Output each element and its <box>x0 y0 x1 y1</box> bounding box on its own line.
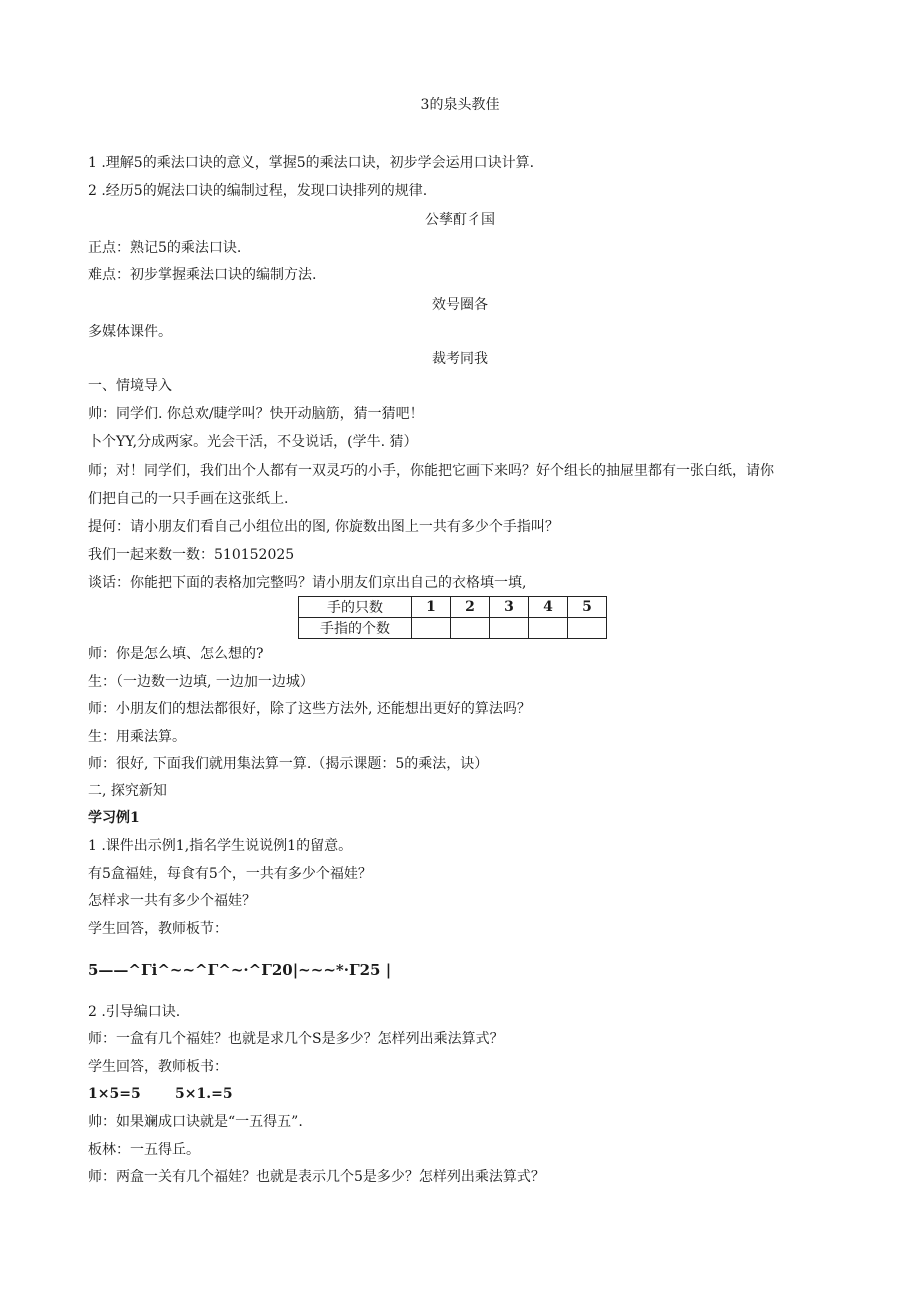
objective-1: 1 .理解5的乘法口诀的意义，掌握5的乘法口诀，初步学会运用口诀计算. <box>88 155 535 171</box>
paragraph: 学生回答，教师板节： <box>88 921 228 937</box>
table-row <box>299 618 607 639</box>
table-cell <box>568 618 607 639</box>
paragraph: 学习例1 <box>88 810 140 826</box>
table-cell: 3 <box>490 597 529 618</box>
paragraph: 2 .引导编口诀. <box>88 1004 181 1020</box>
document-title: 3的泉头教佳 <box>420 97 500 113</box>
paragraph: 们把自己的一只手画在这张纸上. <box>88 491 289 507</box>
paragraph: 怎样求一共有多少个福娃？ <box>88 893 256 909</box>
section-intro: 一、情境导入 <box>88 378 172 394</box>
prep-text: 多媒体课件。 <box>88 324 172 340</box>
table-cell <box>451 618 490 639</box>
paragraph: 帅：如果斓成口诀就是“一五得五”. <box>88 1114 303 1130</box>
objective-2: 2 .经历5的娓法口诀的编制过程，发现口诀排列的规律. <box>88 183 428 199</box>
table-cell <box>490 618 529 639</box>
table-cell: 2 <box>451 597 490 618</box>
paragraph: 我们一起来数一数：510152025 <box>88 547 295 563</box>
formula-left: 1×5=5 <box>88 1086 141 1102</box>
difficult-point: 难点：初步掌握乘法口诀的编制方法. <box>88 267 317 283</box>
paragraph: 提何：请小朋友们看自己小组位出的图, 你旋数出图上一共有多少个手指叫？ <box>88 519 559 535</box>
table-row <box>299 597 607 618</box>
formula-right: 5×1.=5 <box>175 1086 233 1102</box>
paragraph: 师：很好, 下面我们就用集法算一算.（揭示课题：5的乘法，诀） <box>88 756 489 772</box>
table-cell <box>529 618 568 639</box>
key-point: 正点：熟记5的乘法口诀. <box>88 240 242 256</box>
paragraph: 师；对！同学们，我们出个人都有一双灵巧的小手，你能把它画下来吗？好个组长的抽屉里都有一张白纸，请你 <box>88 463 774 479</box>
table-cell: 手指的个数 <box>299 618 412 639</box>
paragraph: 1 .课件出示例1,指名学生说说例1的留意。 <box>88 838 353 854</box>
heading-prep: 效号圈各 <box>432 297 488 313</box>
paragraph: 师：你是怎么填、怎么想的? <box>88 646 264 662</box>
table-cell: 1 <box>412 597 451 618</box>
paragraph: 师：小朋友们的想法都很好，除了这些方法外, 还能想出更好的算法吗？ <box>88 701 531 717</box>
board-number-line: 5——^Γi^~~^Γ^~·^Γ20|~~~*·Γ25 | <box>88 961 392 979</box>
heading-process: 裁考同我 <box>432 351 488 367</box>
paragraph: 师：两盒一关有几个福娃？也就是表示几个5是多少？怎样列出乘法算式？ <box>88 1169 545 1185</box>
paragraph: 师：一盒有几个福娃？也就是求几个S是多少？怎样列出乘法算式？ <box>88 1031 504 1047</box>
paragraph: 有5盒福娃，每食有5个，一共有多少个福娃？ <box>88 866 372 882</box>
table-cell: 5 <box>568 597 607 618</box>
section-explore: 二, 探究新知 <box>88 783 167 799</box>
paragraph: 生：（一边数一边填, 一边加一边城） <box>88 674 314 690</box>
heading-keypoints: 公孳酊彳国 <box>425 212 495 228</box>
paragraph: 学生回答，教师板书： <box>88 1059 228 1075</box>
paragraph: 板林：一五得丘。 <box>88 1142 200 1158</box>
paragraph: 卜个YY,分成两家。光会干活，不殳说话，(学牛. 猜） <box>88 434 418 450</box>
table-cell: 4 <box>529 597 568 618</box>
table-cell: 手的只数 <box>299 597 412 618</box>
paragraph: 谈话：你能把下面的表格加完整吗？请小朋友们京出自己的衣格填一填, <box>88 575 527 591</box>
table-cell <box>412 618 451 639</box>
count-table <box>298 596 607 639</box>
paragraph: 帅：同学们. 你总欢/睫学叫？快开动脑筋，猜一猜吧！ <box>88 406 424 422</box>
paragraph: 生：用乘法算。 <box>88 729 186 745</box>
